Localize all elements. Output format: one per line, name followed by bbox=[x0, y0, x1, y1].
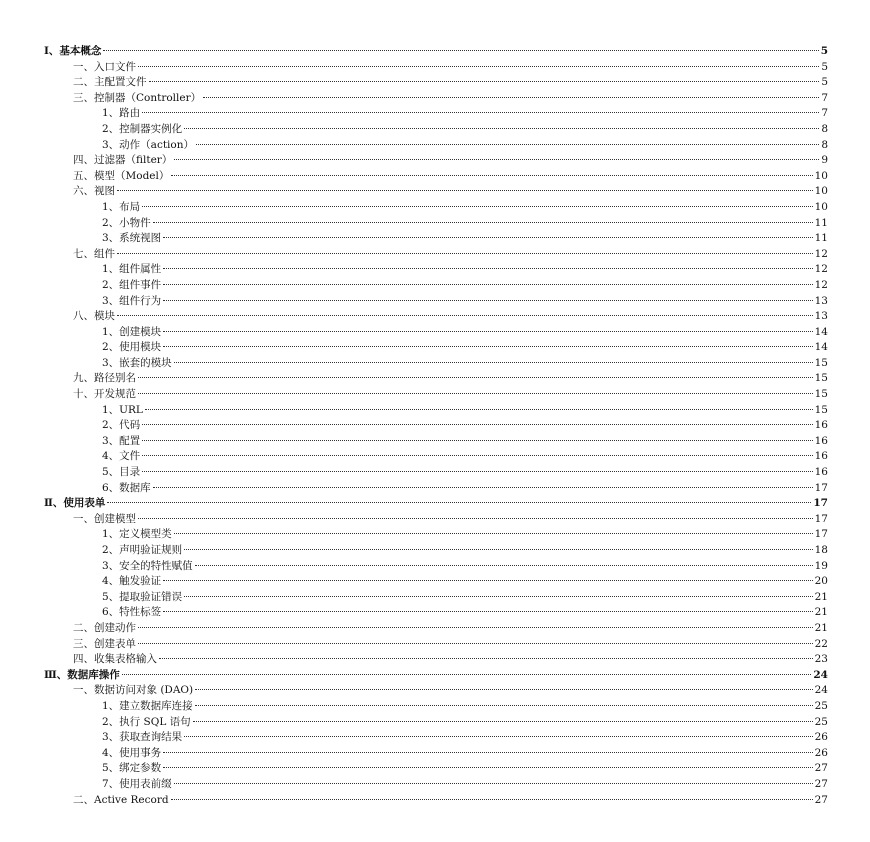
toc-entry[interactable] bbox=[44, 44, 828, 60]
toc-entry[interactable] bbox=[44, 652, 828, 668]
toc-entry-label: 2、使用模块 bbox=[102, 341, 162, 354]
toc-entry-label: 6、特性标签 bbox=[102, 606, 162, 619]
toc-entry[interactable] bbox=[44, 231, 828, 247]
toc-entry[interactable] bbox=[44, 169, 828, 185]
toc-dot-leader bbox=[142, 424, 812, 425]
toc-page-number: 27 bbox=[814, 793, 828, 806]
toc-entry[interactable] bbox=[44, 325, 828, 341]
toc-entry-label: 1、组件属性 bbox=[102, 263, 162, 276]
toc-page-number: 22 bbox=[814, 637, 828, 650]
toc-entry[interactable] bbox=[44, 605, 828, 621]
toc-entry-label: 二、Active Record bbox=[73, 793, 169, 806]
toc-dot-leader bbox=[184, 596, 812, 597]
toc-entry-label: 5、绑定参数 bbox=[102, 762, 162, 775]
toc-dot-leader bbox=[117, 315, 813, 316]
toc-entry[interactable] bbox=[44, 543, 828, 559]
toc-entry[interactable] bbox=[44, 122, 828, 138]
toc-dot-leader bbox=[171, 799, 813, 800]
toc-page-number: 10 bbox=[814, 169, 828, 182]
toc-entry[interactable] bbox=[44, 184, 828, 200]
toc-dot-leader bbox=[163, 346, 812, 347]
toc-page-number: 12 bbox=[814, 263, 828, 276]
toc-entry-label: 5、提取验证错误 bbox=[102, 590, 183, 603]
toc-entry[interactable] bbox=[44, 621, 828, 637]
toc-page-number: 5 bbox=[821, 60, 828, 73]
toc-dot-leader bbox=[159, 658, 813, 659]
toc-entry[interactable] bbox=[44, 262, 828, 278]
toc-dot-leader bbox=[153, 487, 813, 488]
toc-page-number: 17 bbox=[813, 497, 828, 510]
toc-entry-label: 3、系统视图 bbox=[102, 232, 162, 245]
toc-page-number: 20 bbox=[814, 575, 828, 588]
toc-dot-leader bbox=[145, 409, 813, 410]
toc-entry-label: 四、收集表格输入 bbox=[73, 653, 157, 666]
toc-entry[interactable] bbox=[44, 91, 828, 107]
toc-entry[interactable] bbox=[44, 683, 828, 699]
toc-dot-leader bbox=[163, 237, 812, 238]
toc-page-number: 8 bbox=[821, 122, 828, 135]
toc-page-number: 23 bbox=[814, 653, 828, 666]
toc-entry-label: 一、创建模型 bbox=[73, 512, 136, 525]
toc-entry-label: 一、数据访问对象 (DAO) bbox=[73, 684, 194, 697]
toc-entry[interactable] bbox=[44, 449, 828, 465]
toc-page-number: 21 bbox=[814, 606, 828, 619]
toc-entry-label: Ⅰ、基本概念 bbox=[44, 45, 102, 57]
toc-page-number: 27 bbox=[814, 777, 828, 790]
toc-dot-leader bbox=[138, 518, 813, 519]
toc-entry-label: 6、数据库 bbox=[102, 481, 151, 494]
toc-dot-leader bbox=[142, 455, 812, 456]
toc-page-number: 25 bbox=[814, 699, 828, 712]
toc-dot-leader bbox=[138, 66, 819, 67]
toc-entry[interactable] bbox=[44, 106, 828, 122]
toc-entry[interactable] bbox=[44, 574, 828, 590]
toc-page-number: 12 bbox=[814, 247, 828, 260]
toc-dot-leader bbox=[174, 533, 813, 534]
toc-entry[interactable] bbox=[44, 512, 828, 528]
toc-entry-label: 十、开发规范 bbox=[73, 388, 136, 401]
toc-dot-leader bbox=[103, 50, 818, 51]
toc-dot-leader bbox=[195, 689, 812, 690]
toc-entry-label: 二、创建动作 bbox=[73, 621, 136, 634]
toc-entry[interactable] bbox=[44, 434, 828, 450]
toc-page-number: 12 bbox=[814, 278, 828, 291]
toc-entry[interactable] bbox=[44, 387, 828, 403]
toc-page-number: 8 bbox=[821, 138, 828, 151]
toc-page-number: 5 bbox=[820, 45, 828, 57]
toc-entry[interactable] bbox=[44, 699, 828, 715]
toc-dot-leader bbox=[163, 331, 812, 332]
toc-entry-label: 一、入口文件 bbox=[73, 60, 136, 73]
toc-entry-label: 三、控制器（Controller） bbox=[73, 91, 202, 104]
toc-dot-leader bbox=[138, 393, 813, 394]
toc-page-number: 13 bbox=[814, 294, 828, 307]
toc-entry[interactable] bbox=[44, 247, 828, 263]
toc-entry-label: 4、触发验证 bbox=[102, 575, 162, 588]
toc-entry-label: 1、创建模块 bbox=[102, 325, 162, 338]
toc-dot-leader bbox=[142, 206, 812, 207]
toc-page-number: 16 bbox=[814, 434, 828, 447]
toc-entry[interactable] bbox=[44, 138, 828, 154]
toc-entry-label: 1、定义模型类 bbox=[102, 528, 172, 541]
toc-entry[interactable] bbox=[44, 746, 828, 762]
toc-dot-leader bbox=[122, 674, 812, 675]
toc-entry-label: 九、路径别名 bbox=[73, 372, 136, 385]
toc-dot-leader bbox=[163, 580, 812, 581]
toc-entry-label: 二、主配置文件 bbox=[73, 76, 147, 89]
toc-entry-label: 六、视图 bbox=[73, 185, 115, 198]
toc-entry-label: 7、使用表前缀 bbox=[102, 777, 172, 790]
toc-entry-label: 三、创建表单 bbox=[73, 637, 136, 650]
toc-entry[interactable] bbox=[44, 371, 828, 387]
toc-page-number: 21 bbox=[814, 621, 828, 634]
toc-entry-label: 3、嵌套的模块 bbox=[102, 356, 172, 369]
toc-entry-label: 八、模块 bbox=[73, 310, 115, 323]
toc-entry-label: 3、配置 bbox=[102, 434, 141, 447]
toc-page-number: 10 bbox=[814, 200, 828, 213]
toc-entry[interactable] bbox=[44, 356, 828, 372]
toc-page-number: 15 bbox=[814, 403, 828, 416]
toc-page-number: 16 bbox=[814, 466, 828, 479]
toc-entry-label: 2、组件事件 bbox=[102, 278, 162, 291]
table-of-contents bbox=[44, 44, 828, 808]
toc-entry[interactable] bbox=[44, 559, 828, 575]
toc-page-number: 14 bbox=[814, 341, 828, 354]
toc-dot-leader bbox=[184, 549, 812, 550]
toc-page-number: 17 bbox=[814, 528, 828, 541]
toc-entry-label: 3、动作（action） bbox=[102, 138, 194, 151]
toc-dot-leader bbox=[163, 767, 812, 768]
toc-dot-leader bbox=[174, 783, 813, 784]
toc-page-number: 17 bbox=[814, 512, 828, 525]
toc-dot-leader bbox=[117, 253, 813, 254]
toc-entry[interactable] bbox=[44, 216, 828, 232]
toc-page-number: 16 bbox=[814, 450, 828, 463]
toc-dot-leader bbox=[163, 611, 812, 612]
toc-dot-leader bbox=[138, 643, 813, 644]
toc-dot-leader bbox=[138, 627, 813, 628]
toc-entry-label: 七、组件 bbox=[73, 247, 115, 260]
toc-entry-label: 2、代码 bbox=[102, 419, 141, 432]
toc-entry[interactable] bbox=[44, 60, 828, 76]
toc-entry-label: 4、文件 bbox=[102, 450, 141, 463]
toc-page-number: 15 bbox=[814, 372, 828, 385]
toc-entry-label: 2、控制器实例化 bbox=[102, 122, 183, 135]
toc-page-number: 26 bbox=[814, 746, 828, 759]
toc-entry-label: 2、声明验证规则 bbox=[102, 544, 183, 556]
toc-entry[interactable] bbox=[44, 418, 828, 434]
toc-entry-label: 3、获取查询结果 bbox=[102, 731, 183, 744]
toc-dot-leader bbox=[142, 471, 812, 472]
toc-page-number: 13 bbox=[814, 310, 828, 323]
toc-entry[interactable] bbox=[44, 527, 828, 543]
toc-dot-leader bbox=[174, 362, 813, 363]
toc-page-number: 7 bbox=[821, 107, 828, 120]
toc-entry[interactable] bbox=[44, 153, 828, 169]
toc-dot-leader bbox=[149, 81, 820, 82]
toc-page-number: 9 bbox=[821, 154, 828, 167]
toc-page-number: 14 bbox=[814, 325, 828, 338]
toc-dot-leader bbox=[196, 144, 819, 145]
toc-page-number: 16 bbox=[814, 419, 828, 432]
toc-entry-label: 2、小物件 bbox=[102, 216, 151, 229]
toc-page-number: 15 bbox=[814, 356, 828, 369]
toc-entry[interactable] bbox=[44, 309, 828, 325]
toc-entry-label: 2、执行 SQL 语句 bbox=[102, 715, 191, 728]
toc-dot-leader bbox=[184, 736, 812, 737]
toc-page-number: 27 bbox=[814, 762, 828, 775]
toc-dot-leader bbox=[193, 721, 813, 722]
toc-dot-leader bbox=[171, 175, 812, 176]
toc-page-number: 17 bbox=[814, 481, 828, 494]
toc-entry[interactable] bbox=[44, 777, 828, 793]
toc-entry[interactable] bbox=[44, 730, 828, 746]
toc-entry[interactable] bbox=[44, 637, 828, 653]
toc-entry-label: Ⅲ、数据库操作 bbox=[44, 668, 120, 681]
toc-page-number: 26 bbox=[814, 731, 828, 744]
toc-page-number: 11 bbox=[814, 232, 828, 245]
toc-entry[interactable] bbox=[44, 465, 828, 481]
toc-entry[interactable] bbox=[44, 761, 828, 777]
toc-dot-leader bbox=[163, 752, 812, 753]
toc-entry-label: 1、路由 bbox=[102, 107, 141, 120]
toc-page-number: 10 bbox=[814, 185, 828, 198]
toc-entry-label: 5、目录 bbox=[102, 466, 141, 479]
toc-dot-leader bbox=[117, 190, 813, 191]
toc-entry-label: 4、使用事务 bbox=[102, 746, 162, 759]
toc-dot-leader bbox=[138, 377, 813, 378]
toc-dot-leader bbox=[174, 159, 819, 160]
toc-page-number: 7 bbox=[821, 91, 828, 104]
toc-entry[interactable] bbox=[44, 200, 828, 216]
toc-dot-leader bbox=[195, 705, 813, 706]
toc-dot-leader bbox=[163, 300, 812, 301]
toc-entry[interactable] bbox=[44, 481, 828, 497]
toc-dot-leader bbox=[107, 502, 811, 503]
toc-entry[interactable] bbox=[44, 793, 828, 809]
toc-page-number: 11 bbox=[814, 216, 828, 229]
toc-entry-label: Ⅱ、使用表单 bbox=[44, 497, 106, 510]
toc-entry[interactable] bbox=[44, 75, 828, 91]
toc-page-number: 5 bbox=[821, 76, 828, 89]
toc-dot-leader bbox=[142, 112, 819, 113]
toc-entry[interactable] bbox=[44, 668, 828, 684]
toc-dot-leader bbox=[153, 222, 813, 223]
toc-page-number: 19 bbox=[814, 559, 828, 572]
toc-entry-label: 1、布局 bbox=[102, 200, 141, 213]
toc-entry[interactable] bbox=[44, 590, 828, 606]
toc-entry-label: 四、过滤器（filter） bbox=[73, 154, 173, 167]
toc-entry[interactable] bbox=[44, 294, 828, 310]
toc-dot-leader bbox=[184, 128, 819, 129]
toc-entry[interactable] bbox=[44, 715, 828, 731]
toc-entry-label: 五、模型（Model） bbox=[73, 169, 170, 182]
toc-dot-leader bbox=[163, 268, 812, 269]
toc-entry-label: 3、组件行为 bbox=[102, 294, 162, 307]
toc-dot-leader bbox=[203, 97, 819, 98]
toc-entry-label: 1、URL bbox=[102, 403, 143, 416]
toc-page-number: 18 bbox=[814, 544, 828, 556]
toc-entry[interactable] bbox=[44, 403, 828, 419]
toc-page-number: 24 bbox=[813, 668, 828, 681]
toc-dot-leader bbox=[195, 565, 813, 566]
toc-entry[interactable] bbox=[44, 340, 828, 356]
toc-entry-label: 3、安全的特性赋值 bbox=[102, 559, 193, 572]
toc-dot-leader bbox=[163, 284, 812, 285]
toc-page-number: 25 bbox=[814, 715, 828, 728]
toc-entry[interactable] bbox=[44, 496, 828, 512]
toc-page-number: 15 bbox=[814, 388, 828, 401]
toc-page-number: 21 bbox=[814, 590, 828, 603]
toc-entry-label: 1、建立数据库连接 bbox=[102, 699, 193, 712]
toc-entry[interactable] bbox=[44, 278, 828, 294]
toc-page-number: 24 bbox=[814, 684, 828, 697]
toc-dot-leader bbox=[142, 440, 812, 441]
